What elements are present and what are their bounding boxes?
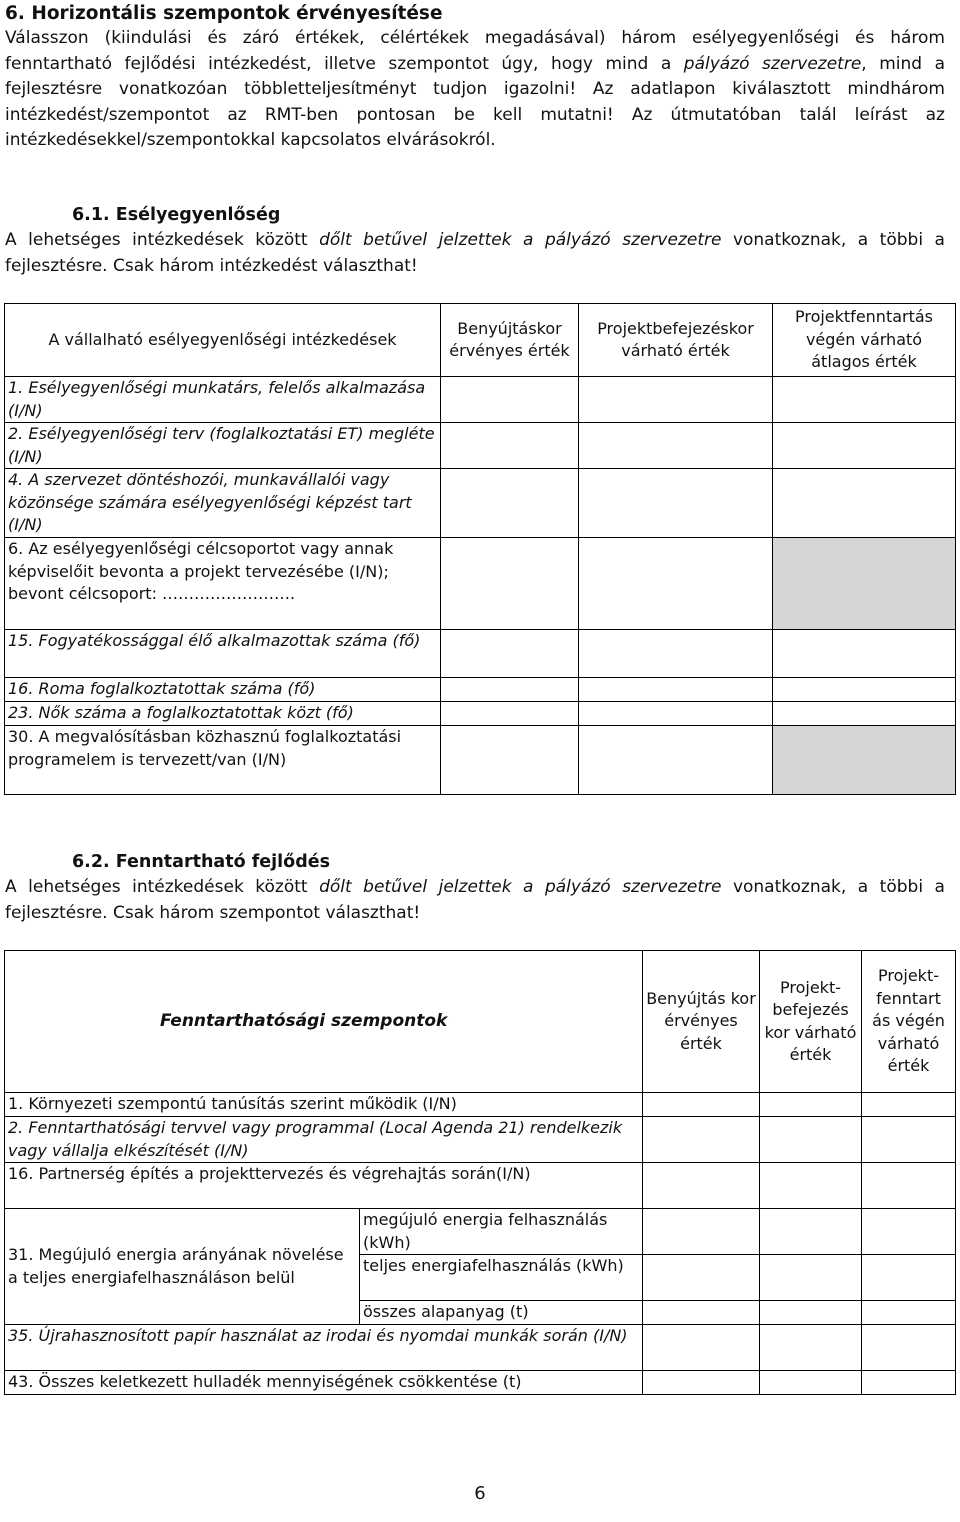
sustainability-table xyxy=(4,950,956,1395)
value-cell[interactable] xyxy=(441,538,579,630)
value-cell[interactable] xyxy=(579,538,773,630)
row-label: 31. Megújuló energia arányának növelése a teljes energiafelhasználáson belül xyxy=(5,1209,360,1325)
table-row xyxy=(5,630,956,678)
value-cell[interactable] xyxy=(643,1093,760,1117)
value-cell[interactable] xyxy=(773,630,956,678)
value-cell[interactable] xyxy=(862,1325,956,1371)
table-row xyxy=(5,423,956,469)
value-cell[interactable] xyxy=(579,630,773,678)
value-cell[interactable] xyxy=(862,1093,956,1117)
value-cell[interactable] xyxy=(760,1117,862,1163)
value-cell[interactable] xyxy=(862,1209,956,1255)
header-submission-value: Benyújtás kor érvényes érték xyxy=(643,951,760,1093)
value-cell[interactable] xyxy=(579,678,773,702)
sub1-text: A lehetséges intézkedések között dőlt betűvel jelzettek a pályázó szervezetre vonatkoznak, a többi a fejlesztésre. Csak három intézkedést választhat! xyxy=(5,230,945,276)
row-label: 15. Fogyatékossággal élő alkalmazottak száma (fő) xyxy=(5,630,441,678)
section-title: 6. Horizontális szempontok érvényesítése xyxy=(5,3,443,24)
value-cell[interactable] xyxy=(760,1371,862,1395)
value-cell[interactable] xyxy=(773,702,956,726)
disabled-cell xyxy=(773,538,956,630)
row-label: 16. Partnerség építés a projekttervezés és végrehajtás során(I/N) xyxy=(5,1163,643,1209)
header-maintenance-value: Projekt-fenntart ás végén várható érték xyxy=(862,951,956,1093)
value-cell[interactable] xyxy=(862,1117,956,1163)
value-cell[interactable] xyxy=(760,1209,862,1255)
value-cell[interactable] xyxy=(643,1209,760,1255)
row-label: 1. Esélyegyenlőségi munkatárs, felelős alkalmazása (I/N) xyxy=(5,377,441,423)
value-cell[interactable] xyxy=(760,1325,862,1371)
sub2-block xyxy=(5,849,945,926)
document-page xyxy=(5,2,945,154)
header-maintenance-value: Projektfenntartás végén várható átlagos érték xyxy=(773,304,956,377)
value-cell[interactable] xyxy=(760,1301,862,1325)
table-row xyxy=(5,1163,956,1209)
row-label: 16. Roma foglalkoztatottak száma (fő) xyxy=(5,678,441,702)
value-cell[interactable] xyxy=(579,377,773,423)
value-cell[interactable] xyxy=(760,1093,862,1117)
row-label: 2. Esélyegyenlőségi terv (foglalkoztatási ET) megléte (I/N) xyxy=(5,423,441,469)
table-row xyxy=(5,726,956,795)
header-aspects: Fenntarthatósági szempontok xyxy=(5,951,643,1093)
value-cell[interactable] xyxy=(441,678,579,702)
row-label: 35. Újrahasznosított papír használat az irodai és nyomdai munkák során (I/N) xyxy=(5,1325,643,1371)
value-cell[interactable] xyxy=(441,630,579,678)
value-cell[interactable] xyxy=(862,1255,956,1301)
value-cell[interactable] xyxy=(579,469,773,538)
value-cell[interactable] xyxy=(441,469,579,538)
value-cell[interactable] xyxy=(862,1371,956,1395)
value-cell[interactable] xyxy=(579,423,773,469)
value-cell[interactable] xyxy=(643,1163,760,1209)
value-cell[interactable] xyxy=(643,1255,760,1301)
table-row xyxy=(5,538,956,630)
row-label: 6. Az esélyegyenlőségi célcsoportot vagy annak képviselőit bevonta a projekt tervezésébe (I/N); bevont célcsoport: ……………………. xyxy=(5,538,441,630)
value-cell[interactable] xyxy=(579,702,773,726)
sub-row-label: összes alapanyag (t) xyxy=(360,1301,643,1325)
row-label: 1. Környezeti szempontú tanúsítás szerint működik (I/N) xyxy=(5,1093,643,1117)
table-row xyxy=(5,1093,956,1117)
value-cell[interactable] xyxy=(441,702,579,726)
header-completion-value: Projektbefejezéskor várható érték xyxy=(579,304,773,377)
table-header-row xyxy=(5,304,956,377)
table-row xyxy=(5,678,956,702)
table-row xyxy=(5,702,956,726)
table-row xyxy=(5,1371,956,1395)
sub2-title: 6.2. Fenntartható fejlődés xyxy=(72,852,331,872)
table-row xyxy=(5,1117,956,1163)
value-cell[interactable] xyxy=(643,1371,760,1395)
value-cell[interactable] xyxy=(441,423,579,469)
value-cell[interactable] xyxy=(760,1255,862,1301)
value-cell[interactable] xyxy=(773,469,956,538)
equality-table xyxy=(4,303,956,795)
table-row xyxy=(5,1325,956,1371)
value-cell[interactable] xyxy=(773,678,956,702)
row-label: 23. Nők száma a foglalkoztatottak közt (fő) xyxy=(5,702,441,726)
table-header-row xyxy=(5,951,956,1093)
sub1-title: 6.1. Esélyegyenlőség xyxy=(72,205,281,225)
value-cell[interactable] xyxy=(441,726,579,795)
row-label: 4. A szervezet döntéshozói, munkavállalói vagy közönsége számára esélyegyenlőségi képzést tart (I/N) xyxy=(5,469,441,538)
section-intro: Válasszon (kiindulási és záró értékek, célértékek megadásával) három esélyegyenlőségi és három fenntartható fejlődési intézkedést, illetve szempontot úgy, hogy mind a pályázó szervezetre, mind a fejlesztésre vonatkozóan többletteljesítményt tudjon igazolni! Az adatlapon kiválasztott mindhárom intézkedést/szempontot az RMT-ben pontosan be kell mutatni! Az útmutatóban talál leírást az intézkedésekkel/szempontokkal kapcsolatos elvárásokról. xyxy=(5,28,945,150)
value-cell[interactable] xyxy=(862,1301,956,1325)
value-cell[interactable] xyxy=(773,423,956,469)
value-cell[interactable] xyxy=(862,1163,956,1209)
table-row xyxy=(5,469,956,538)
header-completion-value: Projekt-befejezés kor várható érték xyxy=(760,951,862,1093)
sub-row-label: megújuló energia felhasználás (kWh) xyxy=(360,1209,643,1255)
sub2-text: A lehetséges intézkedések között dőlt betűvel jelzettek a pályázó szervezetre vonatkoznak, a többi a fejlesztésre. Csak három szempontot választhat! xyxy=(5,877,945,923)
value-cell[interactable] xyxy=(643,1301,760,1325)
value-cell[interactable] xyxy=(760,1163,862,1209)
table-row xyxy=(5,1209,956,1255)
row-label: 2. Fenntarthatósági tervvel vagy programmal (Local Agenda 21) rendelkezik vagy vállalja elkészítését (I/N) xyxy=(5,1117,643,1163)
page-number: 6 xyxy=(474,1483,486,1504)
value-cell[interactable] xyxy=(773,377,956,423)
sub-row-label: teljes energiafelhasználás (kWh) xyxy=(360,1255,643,1301)
disabled-cell xyxy=(773,726,956,795)
value-cell[interactable] xyxy=(643,1325,760,1371)
value-cell[interactable] xyxy=(441,377,579,423)
row-label: 30. A megvalósításban közhasznú foglalkoztatási programelem is tervezett/van (I/N) xyxy=(5,726,441,795)
header-measures: A vállalható esélyegyenlőségi intézkedések xyxy=(5,304,441,377)
value-cell[interactable] xyxy=(579,726,773,795)
table-row xyxy=(5,377,956,423)
header-submission-value: Benyújtáskor érvényes érték xyxy=(441,304,579,377)
sub1-block xyxy=(5,202,945,279)
row-label: 43. Összes keletkezett hulladék mennyiségének csökkentése (t) xyxy=(5,1371,643,1395)
value-cell[interactable] xyxy=(643,1117,760,1163)
